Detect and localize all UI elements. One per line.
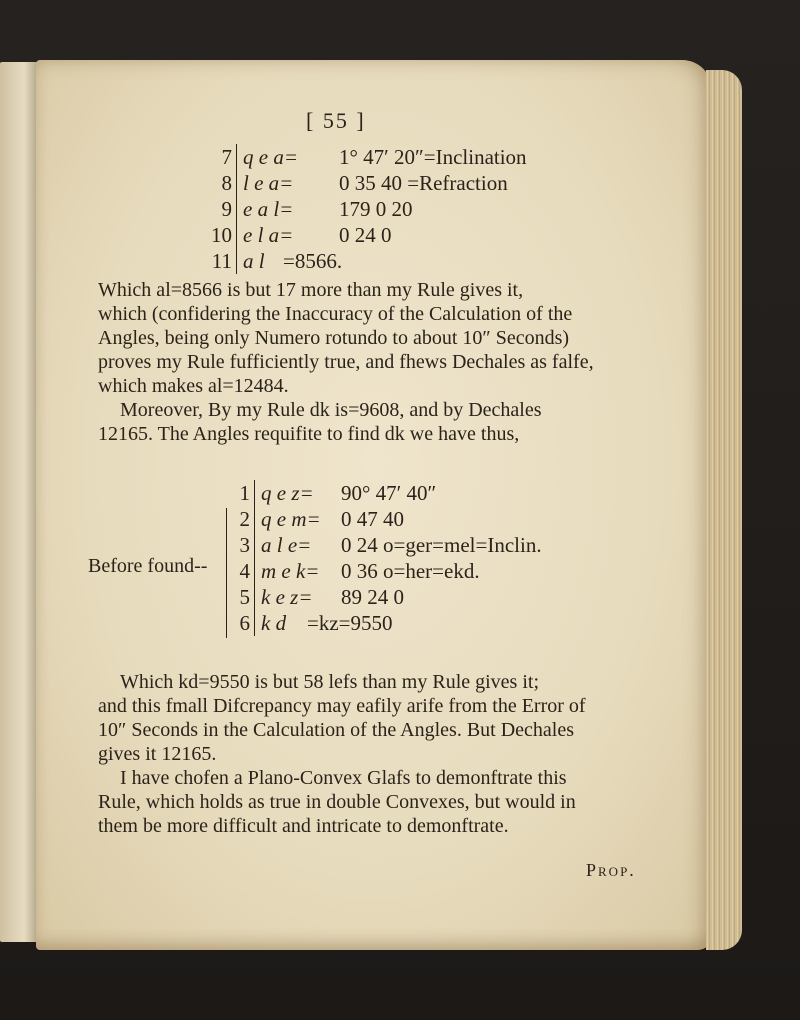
text-line: and this fmall Difcrepancy may eafily arife from the Error of	[98, 695, 586, 717]
text-line: 12165. The Angles requifite to find dk we have thus,	[98, 423, 520, 445]
table-row	[236, 532, 542, 558]
equation-table-1	[206, 144, 527, 274]
row-value: =8566.	[283, 249, 343, 273]
row-number: 10	[206, 222, 237, 248]
row-value: 0 47 40	[341, 507, 404, 531]
row-expression: m e k=	[261, 559, 320, 583]
row-value: 0 24 0	[339, 223, 392, 247]
row-value: 90° 47′ 40″	[341, 481, 437, 505]
row-value: 0 24 o=ger=mel=Inclin.	[341, 533, 542, 557]
side-label: Before found--	[88, 555, 208, 577]
row-number: 11	[206, 248, 237, 274]
text-line: proves my Rule fufficiently true, and fhews Dechales as falfe,	[98, 351, 594, 373]
row-expression: e a l=	[243, 197, 294, 221]
row-number: 1	[236, 480, 255, 506]
text-line: Which al=8566 is but 17 more than my Rule gives it,	[98, 279, 524, 301]
text-line: 10″ Seconds in the Calculation of the Angles. But Dechales	[98, 719, 575, 741]
row-value: 1° 47′ 20″=Inclination	[339, 145, 527, 169]
page-number: [ 55 ]	[306, 108, 366, 133]
row-expression: k e z=	[261, 585, 313, 609]
row-number: 6	[236, 610, 255, 636]
equation-table-2	[236, 480, 542, 636]
row-value: 0 35 40 =Refraction	[339, 171, 508, 195]
table-row	[236, 480, 542, 506]
row-number: 2	[236, 506, 255, 532]
text-line: which (confidering the Inaccuracy of the Calculation of the	[98, 303, 573, 325]
row-expression: l e a=	[243, 171, 294, 195]
row-expression: k d	[261, 611, 287, 635]
table-row	[236, 506, 542, 532]
row-value: =kz=9550	[307, 611, 393, 635]
table-row	[236, 558, 542, 584]
table-row	[206, 196, 527, 222]
row-expression: e l a=	[243, 223, 294, 247]
paragraph-2	[98, 670, 598, 838]
text-line: Moreover, By my Rule dk is=9608, and by Dechales	[120, 399, 542, 421]
table-row	[206, 144, 527, 170]
text-line: Rule, which holds as true in double Convexes, but would in	[98, 791, 576, 813]
row-value: 89 24 0	[341, 585, 404, 609]
right-page-edge	[706, 70, 742, 950]
row-number: 5	[236, 584, 255, 610]
paragraph-1	[98, 278, 598, 446]
row-number: 9	[206, 196, 237, 222]
catchword: Prop.	[586, 860, 636, 880]
row-number: 3	[236, 532, 255, 558]
row-value: 179 0 20	[339, 197, 413, 221]
table-row	[206, 170, 527, 196]
row-value: 0 36 o=her=ekd.	[341, 559, 480, 583]
row-expression: q e m=	[261, 507, 321, 531]
book-page	[36, 60, 712, 950]
table-row	[206, 248, 527, 274]
left-page-edge	[0, 62, 40, 942]
text-line: Angles, being only Numero rotundo to about 10″ Seconds)	[98, 327, 570, 349]
row-expression: a l	[243, 249, 265, 273]
text-line: Which kd=9550 is but 58 lefs than my Rule gives it;	[120, 671, 540, 693]
row-expression: q e z=	[261, 481, 314, 505]
row-expression: q e a=	[243, 145, 298, 169]
row-number: 7	[206, 144, 237, 170]
row-number: 8	[206, 170, 237, 196]
row-number: 4	[236, 558, 255, 584]
text-line: I have chofen a Plano-Convex Glafs to demonftrate this	[120, 767, 567, 789]
text-line: which makes al=12484.	[98, 375, 289, 397]
table-row	[236, 610, 542, 636]
text-line: gives it 12165.	[98, 743, 217, 765]
text-line: them be more difficult and intricate to demonftrate.	[98, 815, 509, 837]
table-row	[206, 222, 527, 248]
row-expression: a l e=	[261, 533, 312, 557]
table-row	[236, 584, 542, 610]
